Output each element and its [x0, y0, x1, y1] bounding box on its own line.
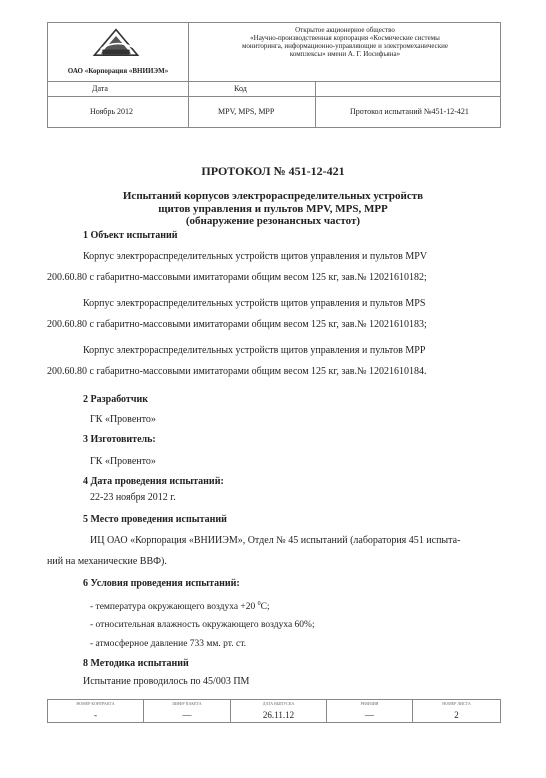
org-line: Открытое акционерное общество — [295, 26, 395, 34]
paragraph-line: Корпус электрораспределительных устройств щитов управления и пультов MPP — [83, 345, 426, 356]
section-heading: 4 Дата проведения испытаний: — [83, 476, 224, 487]
paragraph-line: 200.60.80 с габаритно-массовыми имитаторами общим весом 125 кг, зав.№ 12021610182; — [47, 272, 427, 283]
section-value: Испытание проводилось по 45/003 ПМ — [83, 676, 250, 687]
footer-cell — [48, 700, 144, 722]
footer-value: - — [94, 710, 97, 720]
paragraph-line: ИЦ ОАО «Корпорация «ВНИИЭМ», Отдел № 45 испытаний (лаборатория 451 испыта- — [90, 535, 461, 546]
protocol-reference: Протокол испытаний №451-12-421 — [350, 107, 469, 116]
section-heading: 1 Объект испытаний — [83, 230, 178, 241]
org-line: «Научно-производственная корпорация «Космические системы — [250, 34, 440, 42]
condition-item: - относительная влажность окружающего воздуха 60%; — [90, 620, 315, 630]
footer-table — [47, 699, 501, 723]
code-value: MPV, MPS, MPP — [218, 107, 275, 116]
org-line: комплексы» имени А. Г. Иосифьяна» — [289, 50, 401, 58]
footer-label: НОМЕР КОНТРАКТА — [76, 701, 115, 706]
protocol-title: ПРОТОКОЛ № 451-12-421 — [201, 164, 345, 178]
company-logo-icon — [88, 27, 144, 61]
paragraph-line: ний на механические ВВФ). — [47, 556, 167, 567]
date-value: Ноябрь 2012 — [90, 107, 134, 116]
footer-value: 26.11.12 — [262, 710, 295, 720]
date-label: Дата — [92, 84, 108, 93]
footer-value: — — [365, 710, 374, 720]
section-heading: 2 Разработчик — [83, 394, 148, 405]
company-name: ОАО «Корпорация «ВНИИЭМ» — [67, 67, 169, 75]
footer-cell — [144, 700, 231, 722]
section-value: ГК «Провенто» — [90, 456, 156, 467]
header-divider — [48, 81, 500, 82]
condition-item: - атмосферное давление 733 мм. рт. ст. — [90, 639, 247, 649]
footer-label: ШИФР ПАКЕТА — [172, 701, 202, 706]
footer-label: РЕВИЗИЯ — [360, 701, 379, 706]
protocol-subtitle: Испытаний корпусов электрораспределительных устройств — [122, 190, 424, 202]
footer-cell — [231, 700, 327, 722]
protocol-subtitle: щитов управления и пультов MPV, MPS, MPP — [158, 203, 388, 215]
footer-value: 2 — [454, 710, 459, 720]
degree-sup: 0 — [257, 601, 261, 607]
footer-value: — — [182, 710, 192, 720]
paragraph-line: 200.60.80 с габаритно-массовыми имитаторами общим весом 125 кг, зав.№ 12021610183; — [47, 319, 427, 330]
header-divider — [48, 96, 500, 97]
organization-full-name — [190, 26, 500, 58]
paragraph-line: Корпус электрораспределительных устройств щитов управления и пультов MPV — [83, 251, 428, 262]
org-line: мониторинга, информационно-управляющие и электромеханические — [242, 42, 448, 50]
header-divider — [315, 81, 316, 127]
section-heading: 8 Методика испытаний — [83, 658, 189, 669]
header-table — [47, 22, 501, 128]
section-value: 22-23 ноября 2012 г. — [90, 492, 176, 503]
paragraph-line: 200.60.80 с габаритно-массовыми имитаторами общим весом 125 кг, зав.№ 12021610184. — [47, 366, 427, 377]
header-divider — [188, 81, 189, 127]
protocol-subtitle: (обнаружение резонансных частот) — [185, 215, 361, 227]
section-heading: 6 Условия проведения испытаний: — [83, 578, 240, 589]
footer-cell — [413, 700, 500, 722]
code-label: Код — [234, 84, 247, 93]
section-heading: 3 Изготовитель: — [83, 434, 156, 445]
condition-text: С; — [260, 602, 270, 613]
condition-text: - температура окружающего воздуха +20 — [90, 602, 258, 613]
footer-label: ДАТА ВЫПУСКА — [262, 701, 295, 706]
footer-cell — [327, 700, 413, 722]
section-heading: 5 Место проведения испытаний — [83, 514, 227, 525]
header-divider — [188, 23, 189, 81]
paragraph-line: Корпус электрораспределительных устройств щитов управления и пультов MPS — [83, 298, 426, 309]
condition-item — [90, 601, 270, 612]
footer-label: НОМЕР ЛИСТА — [442, 701, 471, 706]
section-value: ГК «Провенто» — [90, 414, 156, 425]
